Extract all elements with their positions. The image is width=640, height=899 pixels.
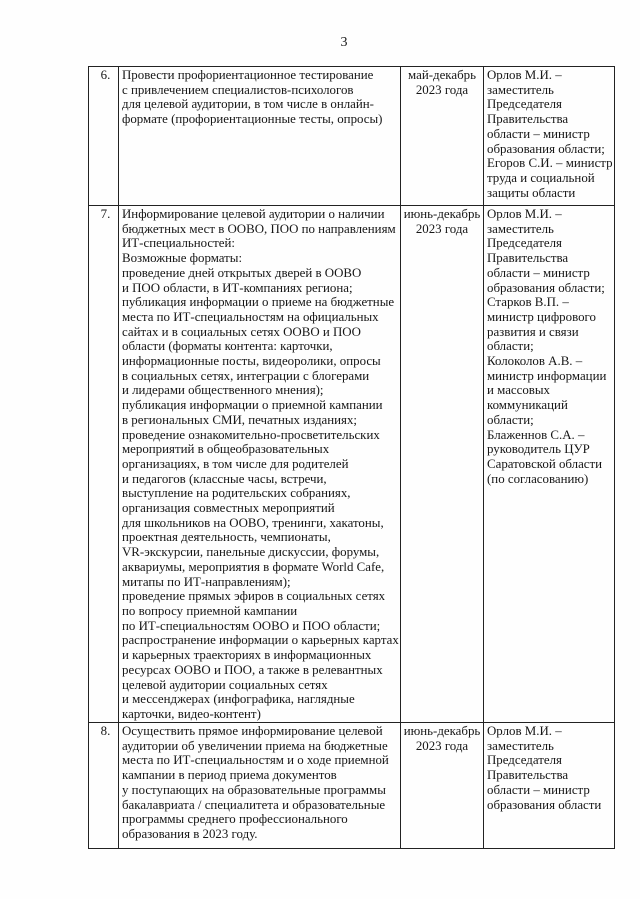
row-number: 8. (100, 724, 111, 738)
description-line: проведение дней открытых дверей в ООВО (122, 265, 362, 280)
page-number: 3 (340, 35, 348, 50)
responsible-line: министр информации (487, 368, 607, 383)
responsible-line: развития и связи (487, 324, 579, 339)
period-cell (401, 206, 484, 723)
table-row (89, 723, 615, 849)
description-line: аудитории об увеличении приема на бюджетные (122, 738, 388, 753)
responsible-line: области; (487, 339, 534, 354)
responsible-line: Орлов М.И. – (487, 207, 562, 221)
responsible-cell (484, 67, 615, 206)
description-line: ИТ-специальностей: (122, 236, 235, 251)
description-line: проектная деятельность, чемпионаты, (122, 530, 331, 545)
description-line: программы среднего профессионального (122, 812, 348, 827)
description-line: Информирование целевой аудитории о наличии (122, 207, 385, 221)
description-line: проведение прямых эфиров в социальных сетях (122, 589, 386, 604)
responsible-line: области – министр (487, 265, 590, 280)
description-line: места по ИТ-специальностям на официальных (122, 309, 379, 324)
table-body (89, 67, 615, 849)
period-line: июнь-декабрь (403, 724, 481, 738)
description-line: области (форматы контента: карточки, (122, 339, 333, 354)
description-line: митапы по ИТ-направлениям); (122, 574, 291, 589)
description-line: публикация информации о приеме на бюджетные (122, 295, 395, 310)
description-line: по вопросу приемной кампании (122, 603, 298, 618)
responsible-line: (по согласованию) (487, 471, 589, 486)
responsible-line: и массовых (487, 383, 550, 398)
description-line: бакалавриата / специалитета и образовательные (122, 797, 386, 812)
description-line: публикация информации о приемной кампании (122, 398, 383, 413)
description-line: Осуществить прямое информирование целевой (122, 724, 383, 738)
responsible-line: труда и социальной (487, 170, 595, 185)
description-line: выступление на родительских собраниях, (122, 486, 351, 501)
responsible-line: Егоров С.И. – министр (487, 156, 613, 171)
responsible-line: Орлов М.И. – (487, 68, 562, 82)
row-number-cell (89, 206, 119, 723)
description-line: аквариумы, мероприятия в формате World Cafe, (122, 559, 385, 574)
responsible-line: Председателя (487, 753, 562, 768)
description-line: и лидерами общественного мнения); (122, 383, 324, 398)
activities-table (88, 66, 615, 849)
responsible-line: Правительства (487, 251, 569, 266)
description-line: целевой аудитории социальных сетях (122, 677, 328, 692)
responsible-line: заместитель (487, 221, 554, 236)
description-line: в социальных сетях, интеграции с блогерами (122, 368, 370, 383)
responsible-line: Колоколов А.В. – (487, 354, 583, 369)
responsible-line: образования области; (487, 280, 605, 295)
responsible-line: заместитель (487, 82, 554, 97)
period-line: май-декабрь (408, 68, 476, 82)
table-row (89, 67, 615, 206)
responsible-line: образования области (487, 797, 602, 812)
description-line: ресурсах ООВО и ПОО, а также в релевантных (122, 662, 383, 677)
description-line: для школьников на ООВО, тренинги, хакатоны, (122, 515, 384, 530)
period-line: июнь-декабрь (403, 207, 481, 221)
responsible-line: заместитель (487, 738, 554, 753)
period-cell (401, 723, 484, 849)
description-cell (119, 206, 401, 723)
responsible-line: коммуникаций (487, 398, 568, 413)
row-number: 7. (100, 207, 111, 221)
responsible-line: министр цифрового (487, 309, 596, 324)
description-line: бюджетных мест в ООВО, ПОО по направлениям (122, 221, 396, 236)
description-line: организация совместных мероприятий (122, 501, 335, 516)
responsible-cell (484, 723, 615, 849)
description-line: образования в 2023 году. (122, 826, 258, 841)
row-number: 6. (100, 68, 111, 82)
description-line: и мессенджерах (инфографика, наглядные (122, 692, 355, 707)
period-line: 2023 года (415, 82, 469, 97)
responsible-cell (484, 206, 615, 723)
description-line: информационные посты, видеоролики, опросы (122, 354, 381, 369)
responsible-line: Правительства (487, 768, 569, 783)
description-line: и карьерных траекториях в информационных (122, 648, 372, 663)
responsible-line: Саратовской области (487, 456, 603, 471)
description-cell (119, 67, 401, 206)
description-line: формате (профориентационные тесты, опросы) (122, 112, 383, 127)
responsible-line: Блаженнов С.А. – (487, 427, 585, 442)
period-line: 2023 года (415, 738, 469, 753)
responsible-line: руководитель ЦУР (487, 442, 590, 457)
responsible-line: Председателя (487, 97, 562, 112)
description-line: организациях, в том числе для родителей (122, 456, 349, 471)
period-line: 2023 года (415, 221, 469, 236)
responsible-line: Правительства (487, 112, 569, 127)
row-number-cell (89, 723, 119, 849)
description-line: и ПОО области, в ИТ-компаниях региона; (122, 280, 353, 295)
description-line: Возможные форматы: (122, 251, 243, 266)
responsible-line: защиты области (487, 185, 576, 200)
period-cell (401, 67, 484, 206)
responsible-line: области – министр (487, 126, 590, 141)
description-cell (119, 723, 401, 849)
description-line: и педагогов (классные часы, встречи, (122, 471, 327, 486)
description-line: места по ИТ-специальностям и о ходе приемной (122, 753, 389, 768)
description-line: VR-экскурсии, панельные дискуссии, форумы, (122, 545, 380, 560)
description-line: карточки, видео-контент) (122, 706, 261, 721)
responsible-line: образования области; (487, 141, 605, 156)
description-line: кампании в период приема документов (122, 768, 337, 783)
description-line: распространение информации о карьерных картах (122, 633, 399, 648)
description-line: с привлечением специалистов-психологов (122, 82, 354, 97)
row-number-cell (89, 67, 119, 206)
responsible-line: Старков В.П. – (487, 295, 569, 310)
responsible-line: области – министр (487, 782, 590, 797)
description-line: сайтах и в социальных сетях ООВО и ПОО (122, 324, 361, 339)
responsible-line: области; (487, 412, 534, 427)
table-row (89, 206, 615, 723)
description-line: по ИТ-специальностям ООВО и ПОО области; (122, 618, 381, 633)
responsible-line: Орлов М.И. – (487, 724, 562, 738)
description-line: Провести профориентационное тестирование (122, 68, 374, 82)
responsible-line: Председателя (487, 236, 562, 251)
description-line: в региональных СМИ, печатных изданиях; (122, 412, 358, 427)
description-line: мероприятий в общеобразовательных (122, 442, 330, 457)
description-line: для целевой аудитории, в том числе в онлайн- (122, 97, 374, 112)
description-line: у поступающих на образовательные программы (122, 782, 386, 797)
description-line: проведение ознакомительно-просветительских (122, 427, 380, 442)
